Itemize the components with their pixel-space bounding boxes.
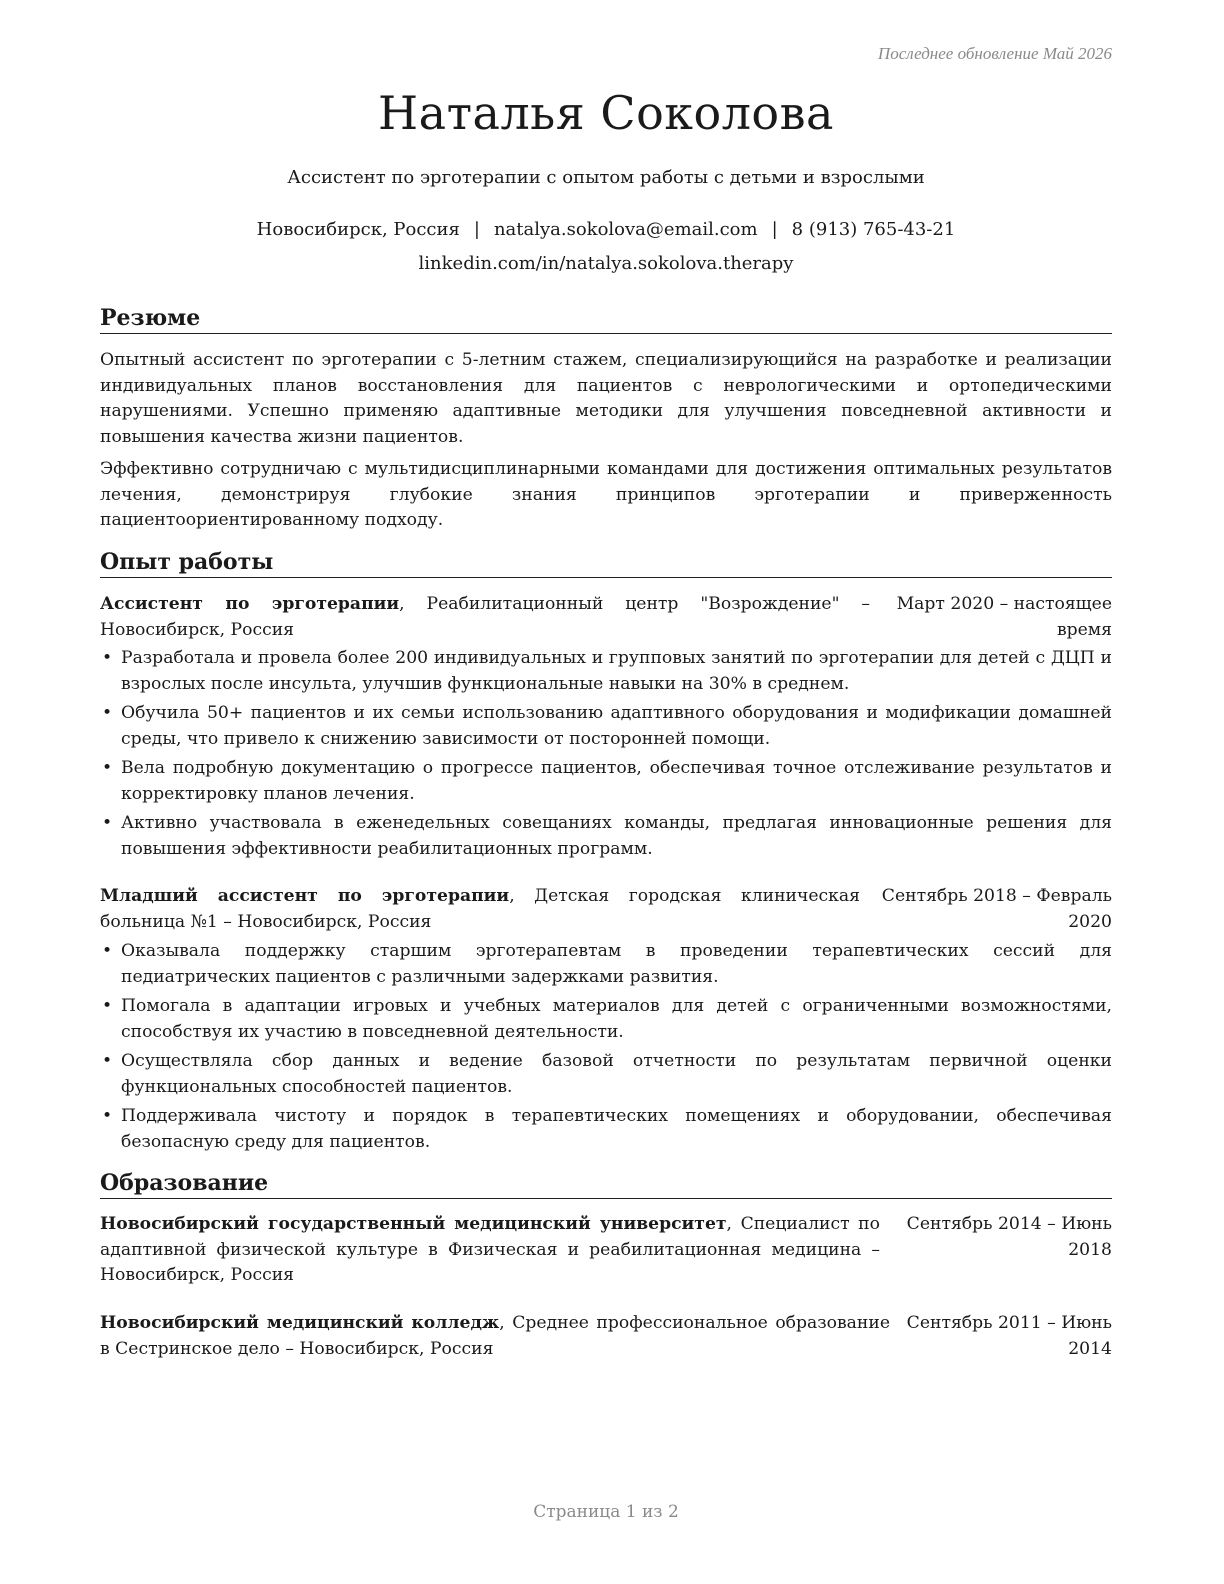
resume-page [100, 0, 1112, 1584]
job-role: Младший ассистент по эрготерапии [100, 886, 510, 906]
separator: | [771, 219, 778, 240]
person-name: Наталья Соколова [378, 86, 834, 140]
list-item: • Активно участвовала в еженедельных совещаниях команды, предлагая инновационные решения для повышения эффективности реабилитационных программ. [100, 811, 1112, 862]
education-heading: Образование [100, 1170, 1112, 1199]
education-entry [100, 1311, 1112, 1362]
linkedin-link[interactable]: linkedin.com/in/natalya.sokolova.therapy [418, 253, 794, 274]
list-item: • Поддерживала чистоту и порядок в терапевтических помещениях и оборудовании, обеспечивая безопасную среду для пациентов. [100, 1104, 1112, 1155]
job-details: , Реабилитационный центр "Возрождение" – Новосибирск, Россия [100, 594, 870, 640]
list-item: • Оказывала поддержку старшим эрготерапевтам в проведении терапевтических сессий для педиатрических пациентов с различными задержками развития. [100, 939, 1112, 990]
education-entry [100, 1212, 1112, 1289]
contact-line [100, 219, 1112, 240]
education-details: , Среднее профессиональное образование в Сестринское дело – Новосибирск, Россия [100, 1313, 890, 1359]
job-dates: Март 2020 – настоящее время [896, 594, 1112, 640]
list-item: • Помогала в адаптации игровых и учебных материалов для детей с ограниченными возможностями, способствуя их участию в повседневной деятельности. [100, 994, 1112, 1045]
last-updated: Последнее обновление Май 2026 [877, 44, 1112, 63]
location: Новосибирск, Россия [256, 219, 460, 240]
job-dates: Сентябрь 2018 – Февраль 2020 [881, 886, 1112, 932]
education-details: , Специалист по адаптивной физической культуре в Физическая и реабилитационная медицина – Новосибирск, Россия [100, 1214, 880, 1285]
job-bullets [100, 646, 1112, 866]
list-item: • Разработала и провела более 200 индивидуальных и групповых занятий по эрготерапии для детей с ДЦП и взрослых после инсульта, улучшив функциональные навыки на 30% в среднем. [100, 646, 1112, 697]
tagline: Ассистент по эрготерапии с опытом работы с детьми и взрослыми [287, 167, 925, 188]
experience-heading: Опыт работы [100, 549, 1112, 578]
job-details: , Детская городская клиническая больница №1 – Новосибирск, Россия [100, 886, 861, 932]
list-item: • Вела подробную документацию о прогрессе пациентов, обеспечивая точное отслеживание результатов и корректировку планов лечения. [100, 756, 1112, 807]
education-dates: Сентябрь 2014 – Июнь 2018 [906, 1214, 1112, 1260]
summary-paragraph: Эффективно сотрудничаю с мультидисциплинарными командами для достижения оптимальных результатов лечения, демонстрируя глубокие знания принципов эрготерапии и приверженность пациентоориентированному подходу. [100, 459, 1112, 530]
job-bullets [100, 939, 1112, 1159]
page-number: Страница 1 из 2 [533, 1502, 679, 1522]
phone: 8 (913) 765-43-21 [791, 219, 956, 240]
job-header [100, 592, 1112, 643]
education-dates: Сентябрь 2011 – Июнь 2014 [906, 1313, 1112, 1359]
separator: | [473, 219, 480, 240]
job-role: Ассистент по эрготерапии [100, 594, 400, 614]
school-name: Новосибирский государственный медицинский университет [100, 1214, 727, 1234]
list-item: • Осуществляла сбор данных и ведение базовой отчетности по результатам первичной оценки функциональных способностей пациентов. [100, 1049, 1112, 1100]
job-header [100, 884, 1112, 935]
school-name: Новосибирский медицинский колледж [100, 1313, 500, 1333]
list-item: • Обучила 50+ пациентов и их семьи использованию адаптивного оборудования и модификации домашней среды, что привело к снижению зависимости от посторонней помощи. [100, 701, 1112, 752]
summary-paragraph: Опытный ассистент по эрготерапии с 5-летним стажем, специализирующийся на разработке и реализации индивидуальных планов восстановления для пациентов с неврологическими и ортопедическими нарушениями. Успешно применяю адаптивные методики для улучшения повседневной активности и повышения качества жизни пациентов. [100, 350, 1112, 447]
email-link[interactable]: natalya.sokolova@email.com [493, 219, 758, 240]
summary-heading: Резюме [100, 305, 1112, 334]
